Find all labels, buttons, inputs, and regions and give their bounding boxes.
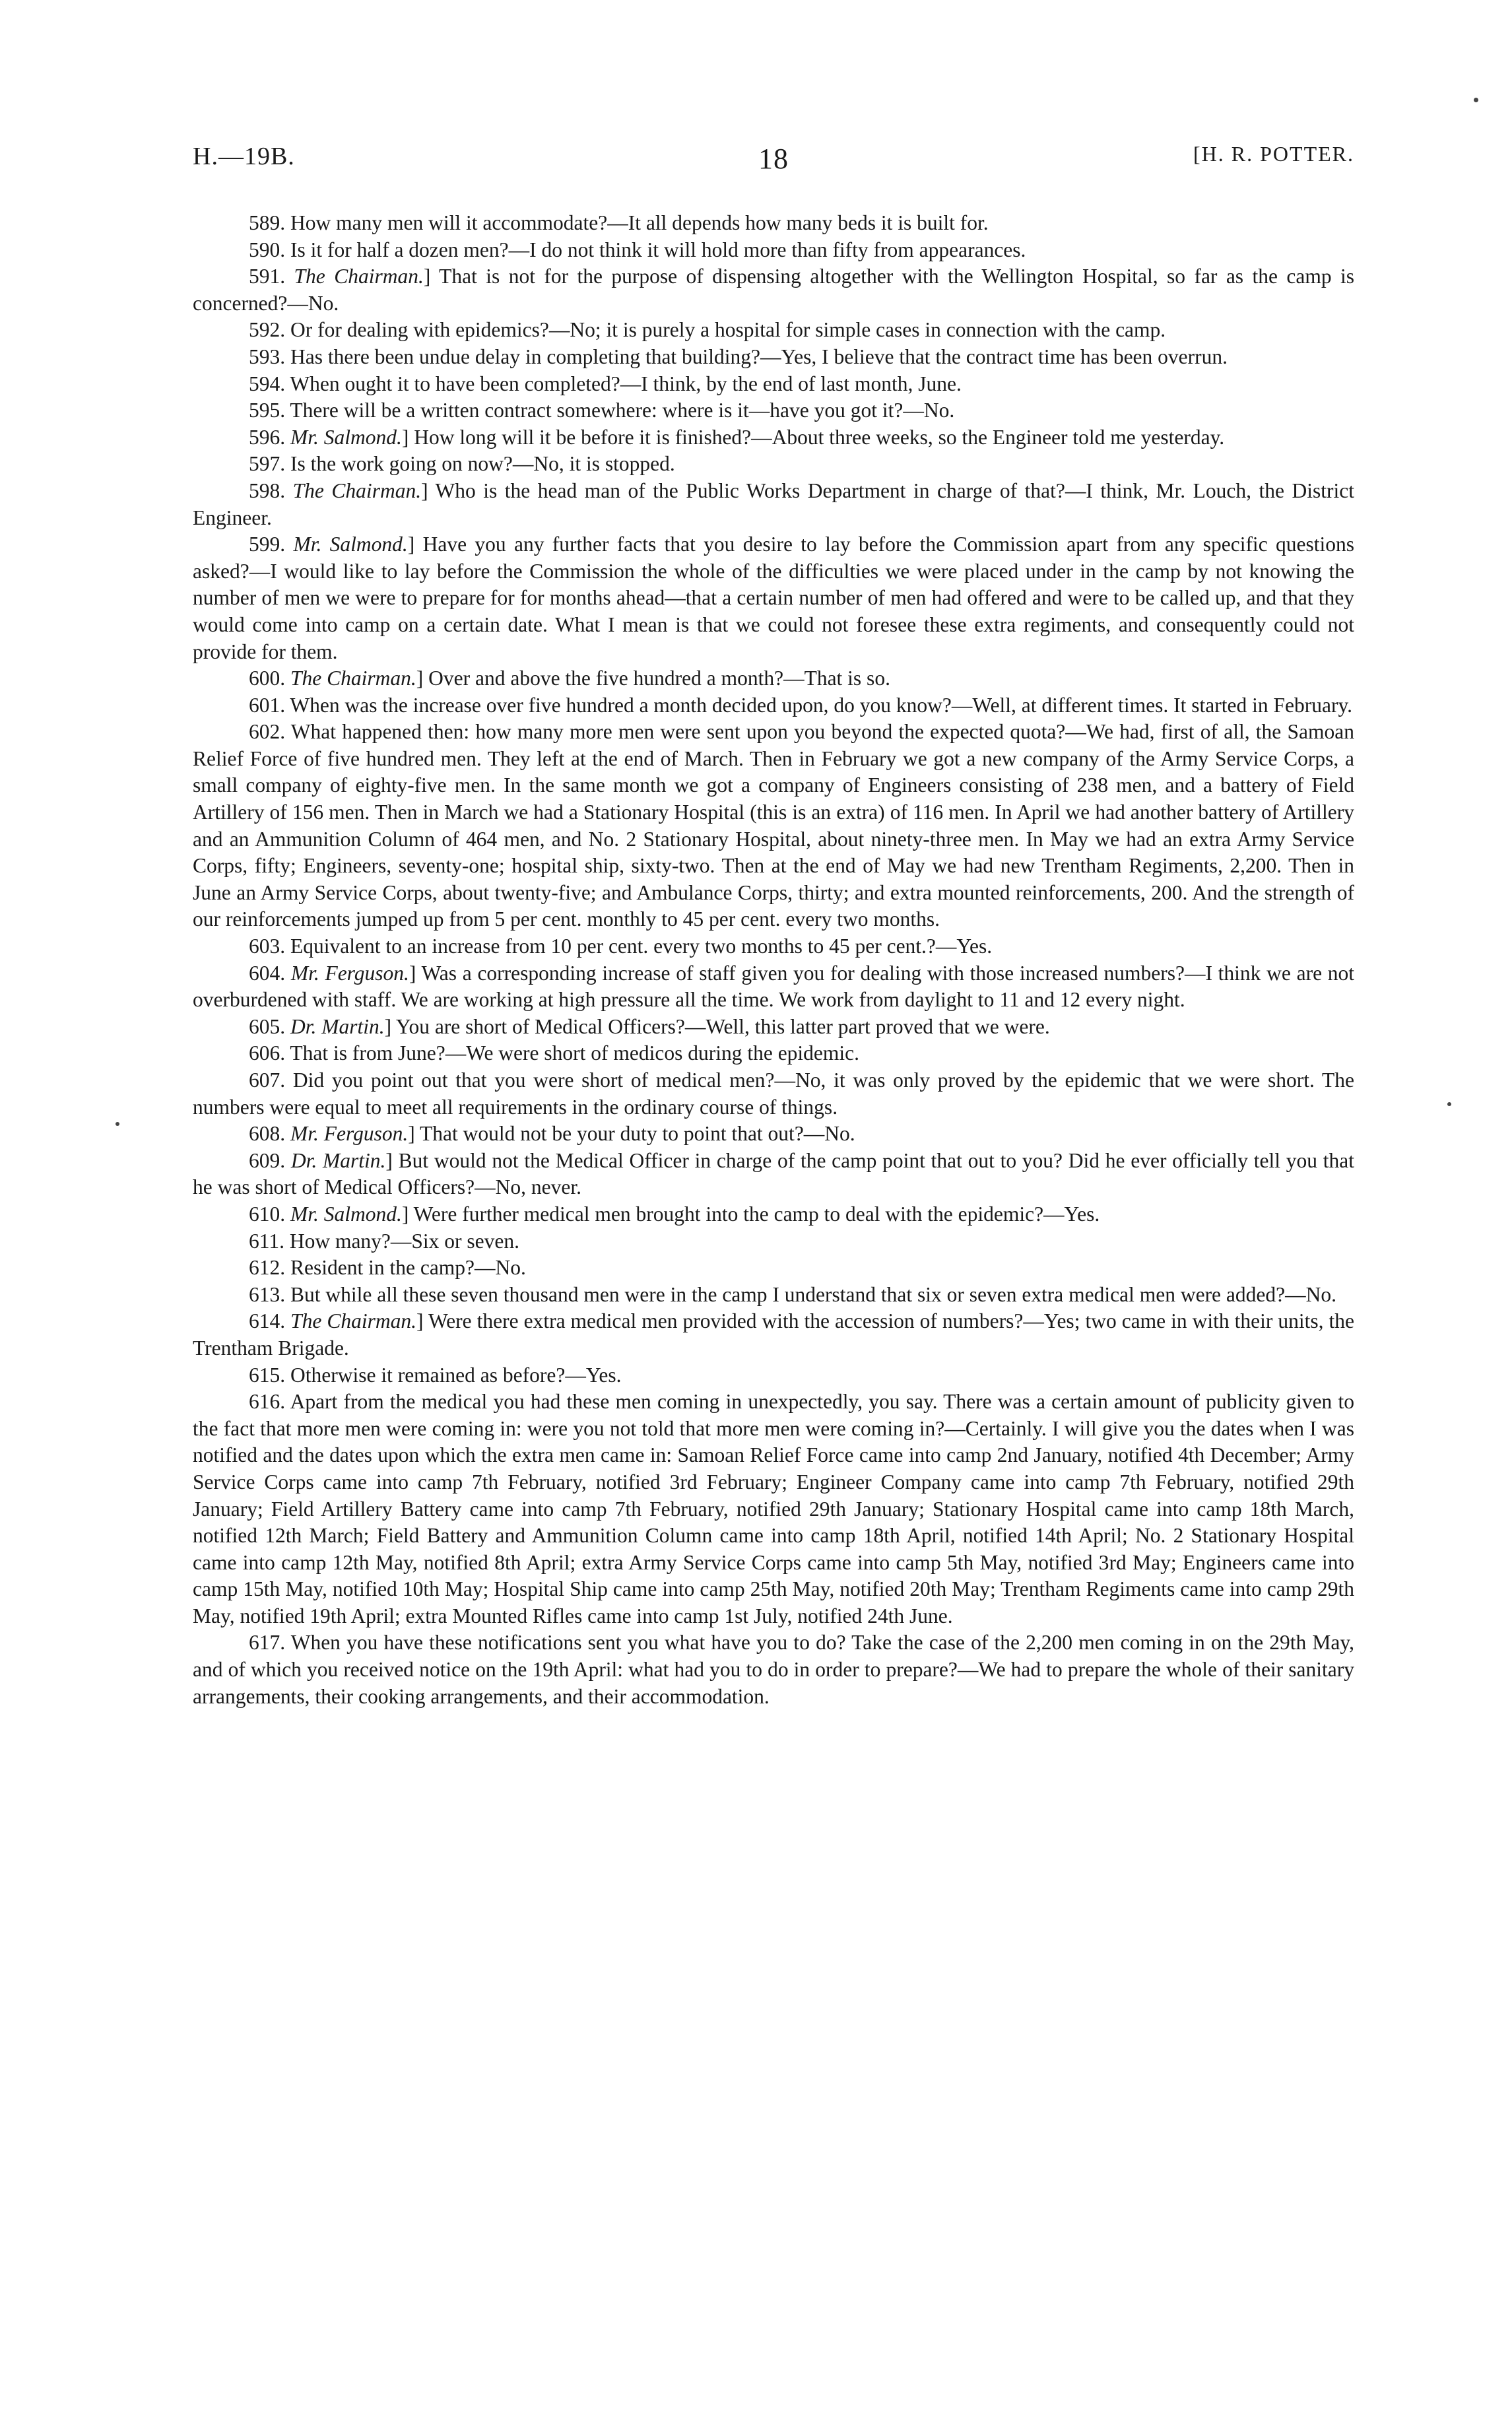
question-text: ] Over and above the five hundred a month?—That is so.	[416, 667, 890, 690]
speaker-name: Mr. Ferguson.	[290, 961, 409, 985]
testimony-paragraph	[193, 960, 1354, 1014]
testimony-paragraph	[193, 1201, 1354, 1228]
testimony-paragraph: 615. Otherwise it remained as before?—Yes.	[249, 1363, 622, 1387]
question-number: 598.	[249, 478, 293, 502]
testimony-paragraph: 611. How many?—Six or seven.	[249, 1229, 520, 1253]
testimony-body	[193, 210, 1354, 1710]
question-number: 596.	[249, 425, 290, 449]
question-text: ] Was a corresponding increase of staff given you for dealing with those increased numbers?—I think we are not overburdened with staff. We are working at high pressure all the time. We work from daylight to 11 and 12 every night.	[193, 961, 1355, 1012]
testimony-paragraph: 603. Equivalent to an increase from 10 per cent. every two months to 45 per cent.?—Yes.	[249, 935, 993, 958]
question-text: ] Were there extra medical men provided with the accession of numbers?—Yes; two came in with their units, the Trentham Brigade.	[193, 1309, 1355, 1360]
testimony-paragraph: 602. What happened then: how many more men were sent upon you beyond the expected quota?—We had, first of all, the Samoan Relief Force of five hundred men. They left at the end of March. Then in February we got a new company of the Army Service Corps, a small company of eighty-five men. In the same month we got a company of Engineers consisting of 238 men, and a battery of Field Artillery of 156 men. Then in March we had a Stationary Hospital (this is an extra) of 116 men. In April we had another battery of Artillery and an Ammunition Column of 464 men, and No. 2 Stationary Hospital, about ninety-three men. In May we had an extra Army Service Corps, fifty; Engineers, seventy-one; hospital ship, sixty-two. Then at the end of May we had new Trentham Regiments, 2,200. Then in June an Army Service Corps, about twenty-five; and Ambulance Corps, thirty; and extra mounted reinforcements, 200. And the strength of our reinforcements jumped up from 5 per cent. monthly to 45 per cent. every two months.	[193, 720, 1354, 931]
testimony-paragraph: 592. Or for dealing with epidemics?—No; it is purely a hospital for simple cases in connection with the camp.	[249, 318, 1166, 342]
question-text: ] Who is the head man of the Public Works Department in charge of that?—I think, Mr. Louch, the District Engineer.	[193, 478, 1355, 529]
testimony-paragraph	[193, 1121, 1354, 1148]
testimony-paragraph: 601. When was the increase over five hundred a month decided upon, do you know?—Well, at different times. It started in February.	[249, 693, 1353, 717]
speaker-name: Dr. Martin.	[290, 1014, 385, 1038]
testimony-paragraph	[193, 424, 1354, 451]
testimony-paragraph: 593. Has there been undue delay in completing that building?—Yes, I believe that the contract time has been overrun.	[249, 345, 1228, 368]
testimony-paragraph: 613. But while all these seven thousand men were in the camp I understand that six or seven extra medical men were added?—No.	[249, 1282, 1336, 1306]
speaker-name: The Chairman.	[292, 478, 422, 502]
speaker-name: Dr. Martin.	[290, 1148, 386, 1172]
testimony-paragraph: 595. There will be a written contract somewhere: where is it—have you got it?—No.	[249, 399, 955, 422]
speaker-name: The Chairman.	[294, 265, 424, 288]
testimony-paragraph: 617. When you have these notifications sent you what have you to do? Take the case of the 2,200 men coming in on the 29th May, and of which you received notice on the 19th April: what had you to do in order to prepare?—We had to prepare the whole of their sanitary arrangements, their cooking arrangements, and their accommodation.	[193, 1631, 1354, 1708]
witness-name: [H. R. POTTER.	[1193, 142, 1354, 166]
question-text: ] You are short of Medical Officers?—Well, this latter part proved that we were.	[384, 1014, 1050, 1038]
testimony-paragraph: 594. When ought it to have been completed?—I think, by the end of last month, June.	[249, 372, 962, 395]
speaker-name: Mr. Ferguson.	[290, 1122, 409, 1146]
question-number: 608.	[249, 1122, 290, 1146]
question-number: 599.	[249, 533, 294, 556]
scan-speck	[115, 1122, 119, 1126]
testimony-paragraph	[193, 531, 1354, 665]
scan-speck	[1474, 98, 1478, 102]
question-number: 605.	[249, 1014, 290, 1038]
question-number: 614.	[249, 1309, 291, 1333]
question-number: 604.	[249, 961, 291, 985]
testimony-paragraph	[193, 1148, 1354, 1201]
question-text: ] How long will it be before it is finished?—About three weeks, so the Engineer told me yesterday.	[401, 425, 1225, 449]
testimony-paragraph	[193, 478, 1354, 531]
question-text: ] That is not for the purpose of dispensing altogether with the Wellington Hospital, so far as the camp is concerned?—No.	[193, 265, 1354, 315]
question-text: ] Were further medical men brought into the camp to deal with the epidemic?—Yes.	[401, 1202, 1100, 1226]
page-header	[193, 142, 1354, 181]
speaker-name: The Chairman.	[290, 667, 416, 690]
parliamentary-paper-code: H.—19B.	[193, 143, 295, 170]
testimony-paragraph: 616. Apart from the medical you had these men coming in unexpectedly, you say. There was a certain amount of publicity given to the fact that more men were coming in: were you not told that more men were coming in?—Certainly. I will give you the dates when I was notified and the dates upon which the extra men came in: Samoan Relief Force came into camp 2nd January, notified 4th December; Army Service Corps came into camp 7th February, notified 3rd February; Engineer Company came into camp 7th February, notified 29th January; Field Artillery Battery came into camp 7th February, notified 29th January; Stationary Hospital came into camp 18th March, notified 12th March; Field Battery and Ammunition Column came into camp 18th April, notified 14th April; No. 2 Stationary Hospital came into camp 12th May, notified 8th April; extra Army Service Corps came into camp 5th May, notified 3rd May; Engineers came into camp 15th May, notified 10th May; Hospital Ship came into camp 25th May, notified 20th May; Trentham Regiments came into camp 29th May, notified 19th April; extra Mounted Rifles came into camp 1st July, notified 24th June.	[193, 1390, 1354, 1627]
speaker-name: Mr. Salmond.	[293, 533, 408, 556]
question-number: 610.	[249, 1202, 290, 1226]
testimony-paragraph: 590. Is it for half a dozen men?—I do not think it will hold more than fifty from appearances.	[249, 238, 1026, 261]
testimony-paragraph	[193, 1308, 1354, 1362]
testimony-paragraph	[193, 263, 1354, 317]
scan-speck	[1447, 1102, 1451, 1106]
testimony-paragraph	[193, 1014, 1354, 1041]
testimony-paragraph: 606. That is from June?—We were short of medicos during the epidemic.	[249, 1041, 860, 1065]
question-text: ] Have you any further facts that you desire to lay before the Commission apart from any specific questions asked?—I would like to lay before the Commission the whole of the difficulties we were placed under in the camp by not knowing the number of men we were to prepare for for months ahead—that a certain number of men had offered and were to be called up, and that they would come into camp on a certain date. What I mean is that we could not foresee these extra regiments, and consequently could not provide for them.	[193, 533, 1354, 663]
testimony-paragraph: 589. How many men will it accommodate?—It all depends how many beds it is built for.	[249, 211, 989, 234]
testimony-paragraph	[193, 665, 1354, 692]
question-text: ] But would not the Medical Officer in charge of the camp point that out to you? Did he ever officially tell you that he was short of Medical Officers?—No, never.	[193, 1148, 1354, 1199]
page-number: 18	[758, 143, 789, 175]
testimony-paragraph: 607. Did you point out that you were short of medical men?—No, it was only proved by the epidemic that we were short. The numbers were equal to meet all requirements in the ordinary course of things.	[193, 1068, 1354, 1119]
testimony-paragraph: 612. Resident in the camp?—No.	[249, 1256, 526, 1280]
speaker-name: Mr. Salmond.	[290, 425, 402, 449]
question-number: 600.	[249, 667, 290, 690]
testimony-paragraph: 597. Is the work going on now?—No, it is stopped.	[249, 452, 675, 476]
question-number: 591.	[249, 265, 294, 288]
speaker-name: Mr. Salmond.	[290, 1202, 402, 1226]
question-text: ] That would not be your duty to point that out?—No.	[408, 1122, 855, 1146]
speaker-name: The Chairman.	[290, 1309, 417, 1333]
question-number: 609.	[249, 1148, 291, 1172]
